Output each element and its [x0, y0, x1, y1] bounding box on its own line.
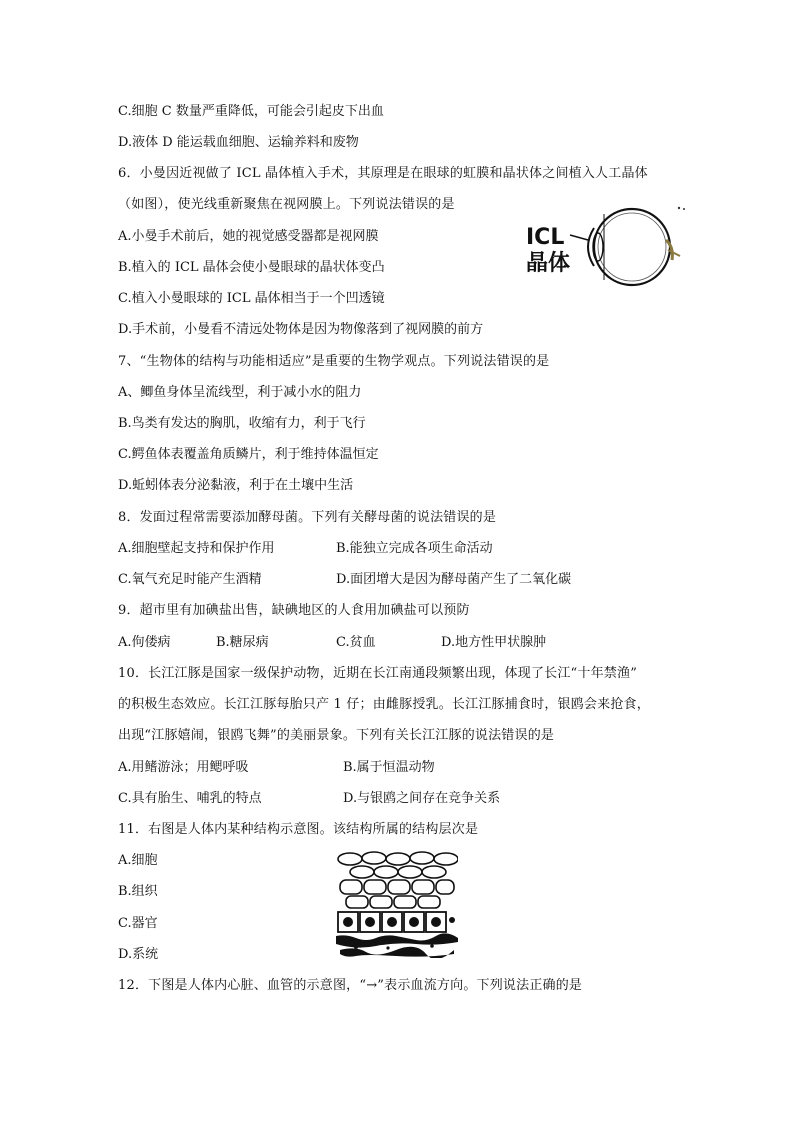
eye-label-crystal: 晶体: [526, 251, 571, 276]
question-11-option-a: A.细胞: [118, 853, 158, 868]
question-7-option-c: C.鳄鱼体表覆盖角质鳞片，利于维持体温恒定: [118, 447, 379, 462]
question-8-stem: 8．发面过程常需要添加酵母菌。下列有关酵母菌的说法错误的是: [118, 510, 497, 525]
question-6-stem-cont: （如图），使光线重新聚焦在视网膜上。下列说法错误的是: [118, 197, 455, 212]
question-10-option-a: A.用鳍游泳；用鳃呼吸: [118, 760, 249, 775]
question-6-option-d: D.手术前，小曼看不清远处物体是因为物像落到了视网膜的前方: [118, 322, 484, 337]
question-9-option-a: A.佝偻病: [118, 635, 171, 650]
question-6-option-c: C.植入小曼眼球的 ICL 晶体相当于一个凹透镜: [118, 291, 385, 306]
question-9-option-c: C.贫血: [336, 635, 376, 650]
question-11-option-d: D.系统: [118, 947, 159, 962]
question-7-option-d: D.蚯蚓体表分泌黏液，利于在土壤中生活: [118, 478, 354, 493]
question-8-option-a: A.细胞壁起支持和保护作用: [118, 541, 275, 556]
question-8-option-b: B.能独立完成各项生命活动: [336, 541, 493, 556]
question-9-option-b: B.糖尿病: [216, 635, 269, 650]
question-10-stem: 10．长江江豚是国家一级保护动物，近期在长江南通段频繁出现，体现了长江“十年禁渔”: [118, 666, 638, 681]
question-10-stem-cont-1: 的积极生态效应。长江江豚每胎只产 1 仔；由雌豚授乳。长江江豚捕食时，银鸥会来抢食，: [118, 697, 650, 712]
question-10-option-b: B.属于恒温动物: [343, 760, 435, 775]
question-11-option-b: B.组织: [118, 884, 158, 899]
question-8-option-c: C.氧气充足时能产生酒精: [118, 572, 262, 587]
question-8-option-d: D.面团增大是因为酵母菌产生了二氧化碳: [336, 572, 572, 587]
question-11-option-c: C.器官: [118, 916, 158, 931]
eye-label-icl: ICL: [526, 225, 565, 250]
question-9-stem: 9．超市里有加碘盐出售，缺碘地区的人食用加碘盐可以预防: [118, 603, 470, 618]
question-7-option-b: B.鸟类有发达的胸肌，收缩有力，利于飞行: [118, 416, 366, 431]
question-10-option-c: C.具有胎生、哺乳的特点: [118, 791, 262, 806]
option-5d: D.液体 D 能运载血细胞、运输养料和废物: [118, 135, 359, 150]
question-12-stem: 12．下图是人体内心脏、血管的示意图，“→”表示血流方向。下列说法正确的是: [118, 978, 583, 993]
option-5c: C.细胞 C 数量严重降低，可能会引起皮下出血: [118, 104, 384, 119]
question-9-option-d: D.地方性甲状腺肿: [441, 635, 547, 650]
question-7-stem: 7、“生物体的结构与功能相适应”是重要的生物学观点。下列说法错误的是: [118, 354, 550, 369]
question-11-stem: 11．右图是人体内某种结构示意图。该结构所属的结构层次是: [118, 822, 479, 837]
eye-icl-diagram: [522, 200, 692, 290]
question-7-option-a: A、鲫鱼身体呈流线型，利于减小水的阻力: [118, 385, 362, 400]
question-10-option-d: D.与银鸥之间存在竞争关系: [343, 791, 501, 806]
tissue-diagram: [336, 850, 458, 958]
question-6-stem: 6．小曼因近视做了 ICL 晶体植入手术，其原理是在眼球的虹膜和晶状体之间植入人工晶体: [118, 166, 648, 181]
question-6-option-b: B.植入的 ICL 晶体会使小曼眼球的晶状体变凸: [118, 260, 385, 275]
question-6-option-a: A.小曼手术前后，她的视觉感受器都是视网膜: [118, 229, 379, 244]
question-10-stem-cont-2: 出现“江豚嬉闹，银鸥飞舞”的美丽景象。下列有关长江江豚的说法错误的是: [118, 728, 555, 743]
